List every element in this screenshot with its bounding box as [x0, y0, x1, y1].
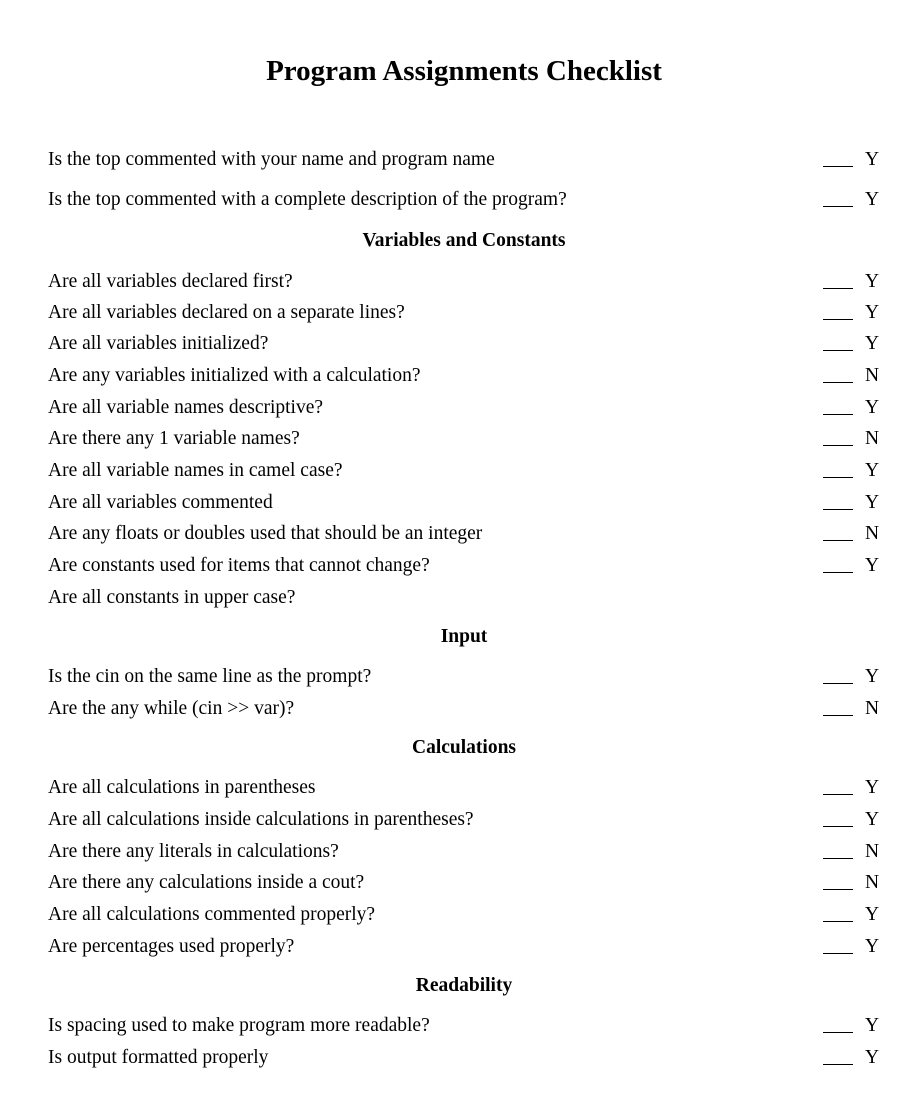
- answer-blank: [823, 858, 853, 859]
- answer-value: N: [865, 523, 880, 544]
- answer-value: N: [865, 841, 880, 862]
- answer-value: N: [865, 698, 880, 719]
- answer-value: Y: [865, 460, 880, 481]
- answer-value: Y: [865, 777, 880, 798]
- answer-value: Y: [865, 936, 880, 957]
- question-text: Are all variable names in camel case?: [48, 460, 343, 481]
- question-text: Are all calculations commented properly?: [48, 904, 376, 925]
- answer-blank: [823, 382, 853, 383]
- question-text: Are there any literals in calculations?: [48, 841, 339, 862]
- answer-value: Y: [865, 271, 880, 292]
- question-text: Is spacing used to make program more readable?: [48, 1015, 430, 1036]
- answer-value: Y: [865, 333, 880, 354]
- checklist-row: [48, 458, 888, 484]
- answer-value: Y: [865, 904, 880, 925]
- answer-value: Y: [865, 1047, 880, 1068]
- checklist-row: [48, 553, 888, 579]
- answer-value: Y: [865, 149, 880, 170]
- answer-blank: [823, 319, 853, 320]
- answer-blank: [823, 953, 853, 954]
- checklist-row: [48, 426, 888, 452]
- answer-blank: [823, 921, 853, 922]
- checklist-row: [48, 839, 888, 865]
- answer-value: N: [865, 365, 880, 386]
- answer-value: Y: [865, 397, 880, 418]
- answer-value: Y: [865, 1015, 880, 1036]
- checklist-row: [48, 521, 888, 547]
- checklist-row: [48, 1045, 888, 1071]
- section-heading: Input: [440, 626, 488, 647]
- checklist-row: [48, 696, 888, 722]
- section-heading: Calculations: [411, 737, 516, 758]
- question-text: Are all constants in upper case?: [48, 587, 296, 608]
- question-text: Are percentages used properly?: [48, 936, 295, 957]
- answer-blank: [823, 477, 853, 478]
- checklist-row: [48, 902, 888, 928]
- question-text: Are there any calculations inside a cout?: [48, 872, 365, 893]
- answer-value: Y: [865, 302, 880, 323]
- checklist-row: [48, 490, 888, 516]
- answer-blank: [823, 572, 853, 573]
- checklist-row: [48, 395, 888, 421]
- checklist-row: [48, 775, 888, 801]
- answer-blank: [823, 794, 853, 795]
- checklist-row: [48, 585, 888, 611]
- answer-blank: [823, 889, 853, 890]
- checklist-row: [48, 934, 888, 960]
- answer-value: Y: [865, 809, 880, 830]
- answer-blank: [823, 350, 853, 351]
- question-text: Are all variables declared first?: [48, 271, 293, 292]
- answer-blank: [823, 414, 853, 415]
- checklist-row: [48, 363, 888, 389]
- answer-blank: [823, 206, 853, 207]
- question-text: Is the top commented with your name and program name: [48, 149, 495, 170]
- checklist-row: [48, 1013, 888, 1039]
- answer-blank: [823, 509, 853, 510]
- question-text: Are all calculations inside calculations in parentheses?: [48, 809, 474, 830]
- answer-blank: [823, 715, 853, 716]
- question-text: Are all variables declared on a separate lines?: [48, 302, 405, 323]
- answer-blank: [823, 445, 853, 446]
- answer-blank: [823, 826, 853, 827]
- answer-value: N: [865, 872, 880, 893]
- answer-value: N: [865, 428, 880, 449]
- checklist-row: [48, 331, 888, 357]
- checklist-row: [48, 664, 888, 690]
- answer-value: Y: [865, 492, 880, 513]
- answer-blank: [823, 683, 853, 684]
- answer-blank: [823, 540, 853, 541]
- question-text: Are all variables commented: [48, 492, 273, 513]
- checklist-row: [48, 300, 888, 326]
- question-text: Are all variables initialized?: [48, 333, 269, 354]
- section-heading: Readability: [415, 975, 513, 996]
- question-text: Are all variable names descriptive?: [48, 397, 324, 418]
- answer-blank: [823, 1064, 853, 1065]
- section-heading: Variables and Constants: [362, 230, 566, 251]
- answer-value: Y: [865, 189, 880, 210]
- checklist-row: [48, 870, 888, 896]
- answer-blank: [823, 288, 853, 289]
- question-text: Are any floats or doubles used that should be an integer: [48, 523, 483, 544]
- answer-blank: [823, 1032, 853, 1033]
- checklist-row: [48, 269, 888, 295]
- question-text: Is output formatted properly: [48, 1047, 269, 1068]
- question-text: Are any variables initialized with a calculation?: [48, 365, 421, 386]
- question-text: Are constants used for items that cannot change?: [48, 555, 430, 576]
- checklist-row: [48, 807, 888, 833]
- question-text: Are the any while (cin >> var)?: [48, 698, 295, 719]
- answer-value: Y: [865, 666, 880, 687]
- question-text: Is the top commented with a complete description of the program?: [48, 189, 567, 210]
- question-text: Are all calculations in parentheses: [48, 777, 316, 798]
- checklist-row: [48, 187, 888, 213]
- checklist-row: [48, 147, 888, 173]
- question-text: Are there any 1 variable names?: [48, 428, 300, 449]
- question-text: Is the cin on the same line as the prompt?: [48, 666, 372, 687]
- answer-blank: [823, 166, 853, 167]
- page-title: Program Assignments Checklist: [266, 55, 662, 87]
- answer-value: Y: [865, 555, 880, 576]
